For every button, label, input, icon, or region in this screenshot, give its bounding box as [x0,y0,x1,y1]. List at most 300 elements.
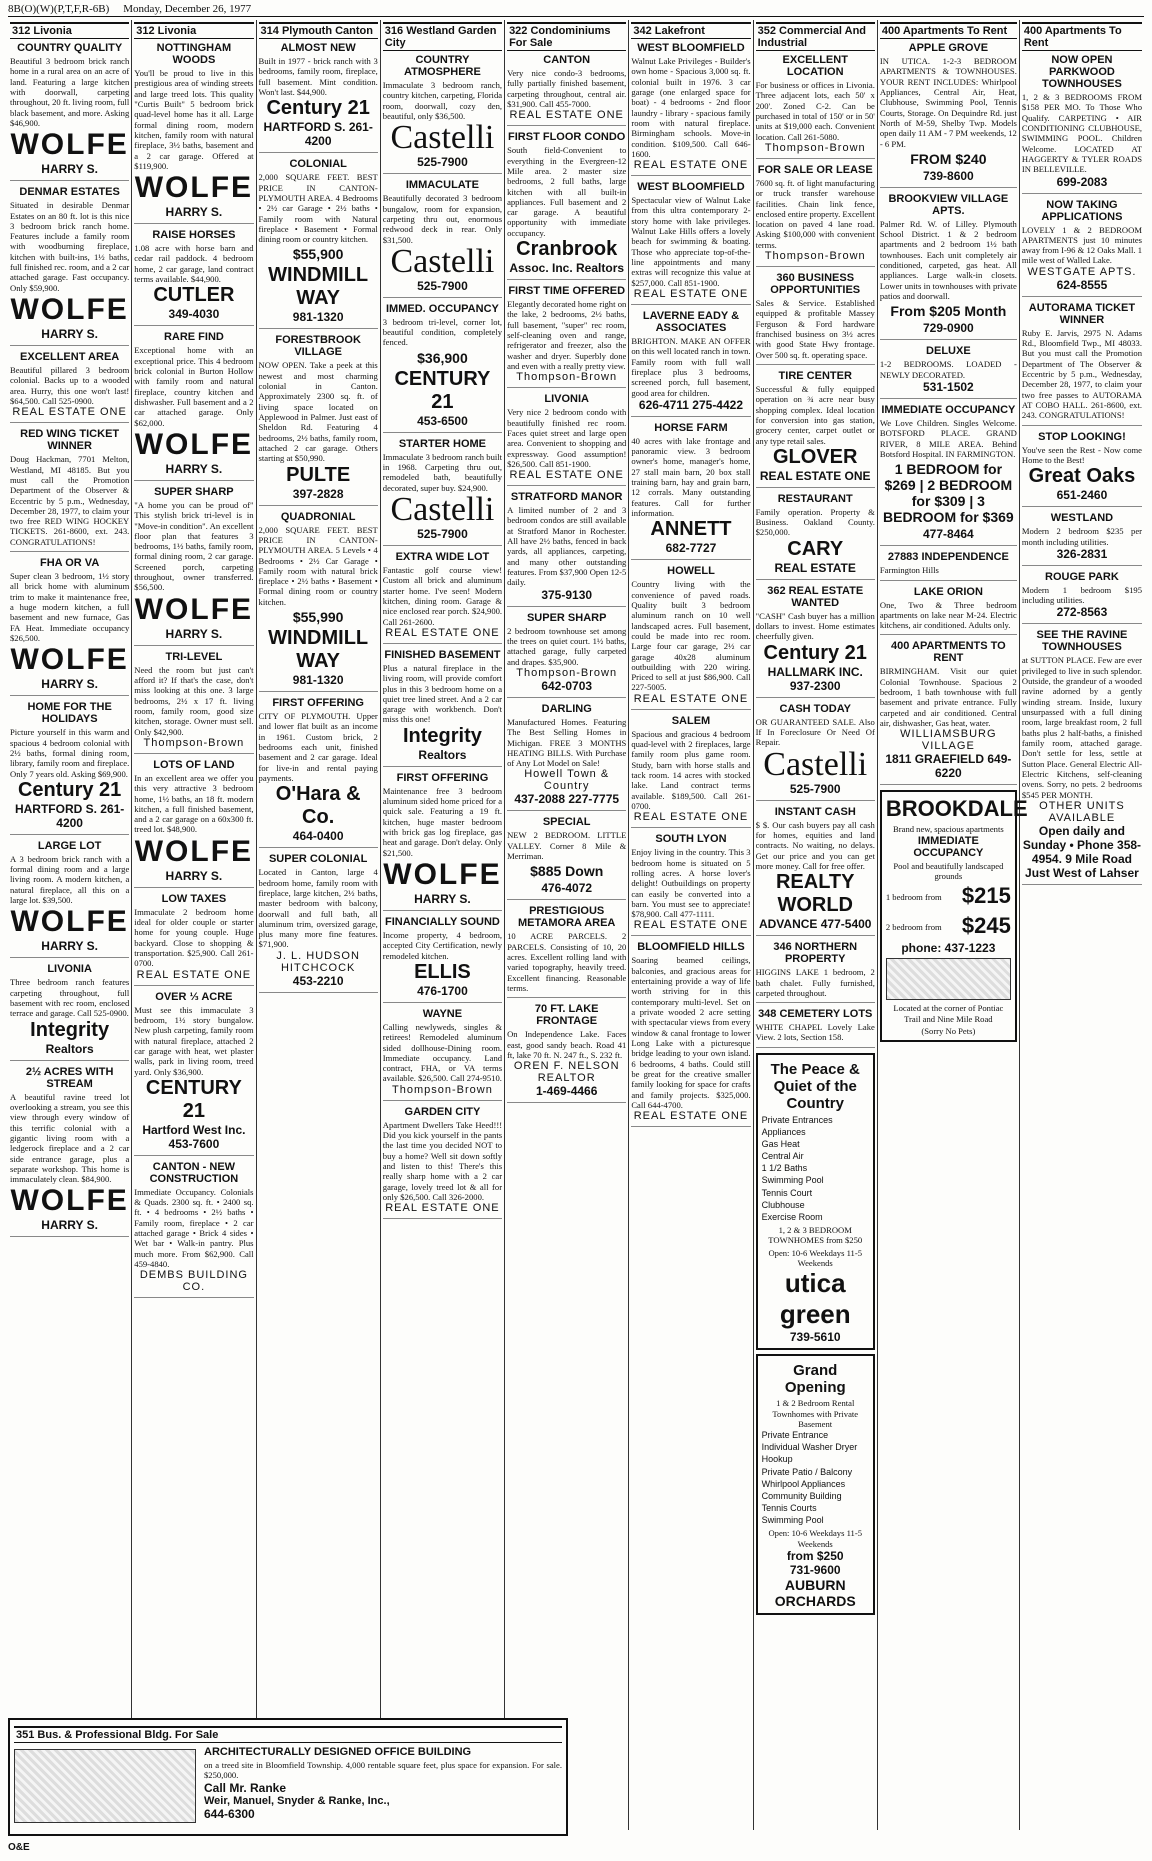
ad-body: HIGGINS LAKE 1 bedroom, 2 bath chalet. Fully furnished, carpeted throughout. [755,967,875,998]
ad-title: DARLING [541,702,592,715]
classified-ad [1022,302,1142,426]
broker-name: Century 21 [17,778,122,801]
section-header: 312 Livonia [10,22,129,39]
ad-phone: REAL ESTATE ONE [759,468,871,483]
ad-body: at SUTTON PLACE. Few are ever privileged to live in such splendor. Outside, the grandeur of a wooded ravine adorned by a gently winding stream. Inside, luxury unsurpassed with a full dining room, large breakfast room, 2 full baths plus 2 half-baths, a finished family room, attached garage. Don't settle for less, settle at Sutton Place. General Electric All-Electric Kitchens, self-cleaning ovens. Sorry, no pets. 2 bedrooms $545 PER MONTH. [1021,655,1142,800]
building-illustration [886,958,1011,1000]
broker-name: REAL ESTATE ONE [136,968,252,981]
classified-ad [383,1106,502,1220]
ad-title: 70 FT. LAKE FRONTAGE [534,1003,599,1028]
ad-title: CASH TODAY [779,702,851,715]
classified-ad [880,345,1017,399]
broker-name: REAL ESTATE ONE [633,692,749,705]
ad-title: FORESTBROOK VILLAGE [275,334,361,359]
ad-title: SUPER COLONIAL [268,853,368,866]
broker-name: O'Hara & Co. [275,783,361,829]
ad-phone: 739-8600 [923,168,974,183]
ad-price: $55,900 [292,246,344,263]
ad-body: You'll be proud to live in this prestigious area of winding streets and large treed lots. This quality "Curtis Built" 5 bedroom brick quad-level home has it all. Large formal dining room, modern kitchen, family room with natural fireplace, 3½ baths, basement and a 2 car garage. Offered at $119,900. [134,68,254,171]
ad-title: ARCHITECTURALLY DESIGNED OFFICE BUILDING [204,1746,472,1758]
column-c2 [132,20,256,1830]
classified-ad [10,840,129,959]
ad-body: Immaculate 3 bedroom ranch, country kitchen, carpeting, Florida room, doorwall, cozy den, beautiful, only $36,500. [382,80,503,121]
ad-title: 400 APARTMENTS TO RENT [891,640,1006,665]
broker-name: REAL ESTATE ONE [633,287,749,300]
ad-title: DENMAR ESTATES [19,186,120,199]
broker-name: J. L. HUDSON HITCHCOCK [276,949,360,974]
ad-title: SEE THE RAVINE TOWNHOUSES [1036,629,1128,654]
classified-ad [631,715,750,829]
ad-title: TRI-LEVEL [165,650,223,663]
ad-title: EXTRA WIDE LOT [395,551,490,563]
ad-phone: 1811 GRAEFIELD 649-6220 [885,752,1012,781]
feature-item: Whirlpool Appliances [761,1478,846,1489]
ad-phone: 476-4072 [541,881,593,896]
ad-body: You've seen the Rest - Now come Home to the Best! [1021,444,1142,465]
classified-ad [10,186,129,346]
ad-phone: HARRY S. [41,162,98,177]
tagline: Brand new, spacious apartments [893,824,1004,835]
classified-ad [631,941,750,1127]
headline: The Peace & Quiet of the Country [770,1060,860,1112]
classified-ad [1022,512,1142,566]
classified-ad [10,1066,129,1238]
classified-ad [756,54,875,159]
occupancy: IMMEDIATE OCCUPANCY [913,834,984,859]
broker-name: CENTURY 21 [145,1076,242,1122]
ad-phone: HALLMARK INC. 937-2300 [767,664,863,693]
phone: phone: 437-1223 [901,941,996,956]
ad-body: Immediate Occupancy. Colonials & Quads. 2300 sq. ft. • 2400 sq. ft. • 4 bedrooms • 2½ baths • Family room, fireplace • 2 car attached garage • Brick 4 sides • Wet bar • Walk-in pantry. Plus much more. From $62,900. Call 459-4840. [134,1186,254,1269]
ad-body: 40 acres with lake frontage and panoramic view. 3 bedroom owner's home, manager's home, 27 stall main barn, 20 box stall training barn, hay and grain barn, 12 corrals. Many outstanding features. Call for further information. [631,435,751,518]
one-bed-price: $215 [961,883,1011,909]
ad-title: FIRST TIME OFFERED [508,285,626,298]
ad-title: LIVONIA [544,393,589,406]
broker-name: ELLIS [414,960,471,983]
ad-phone: 531-1502 [923,379,974,394]
two-bed-label: 2 bedroom from [885,922,942,933]
feature-item: Private Patio / Balcony [761,1466,853,1477]
broker-name: REAL ESTATE ONE [633,811,749,824]
ad-phone: 642-0703 [541,678,593,693]
ad-phone: HARRY S. [41,939,98,954]
ad-title: FIRST OFFERING [272,697,364,710]
ad-phone: 477-8464 [923,527,974,542]
broker-name: WOLFE [10,905,129,939]
ad-title: COUNTRY ATMOSPHERE [404,54,481,78]
column-c7 [754,20,878,1830]
classified-ad [756,703,875,801]
ad-title: 346 NORTHERN PROPERTY [773,941,858,966]
feature-item: Swimming Pool [761,1515,824,1526]
ad-body: Immaculate 3 bedroom ranch built in 1968. Carpeting thru out, remodeled bath, beautifully decorated, super buy. $24,900. [382,451,503,493]
ad-body: 10 ACRE PARCELS. 2 PARCELS. Consisting of 10, 20 acres. Excellent rolling land with varied topography, heavily treed. Excellent financing. Reasonable terms. [507,931,627,993]
classified-ad [259,697,378,848]
ad-title: RAISE HORSES [152,229,236,242]
one-bed-label: 1 bedroom from [885,892,942,903]
broker-name: REAL ESTATE ONE [633,159,749,172]
ad-body: Fantastic golf course view! Custom all brick and aluminum starter home. I've seen! Modern kitchen, dining room. Garage & nice enclosed rear porch. $24,900. Call 261-2600. [382,565,503,627]
classified-ad [134,991,253,1156]
column-c4 [381,20,505,1830]
ad-price: $885 Down [530,863,604,880]
ad-title: 362 REAL ESTATE WANTED [767,584,864,609]
ad-title: WEST BLOOMFIELD [637,42,745,54]
ad-title: TIRE CENTER [778,369,852,382]
ad-title: AUTORAMA TICKET WINNER [1028,301,1136,326]
ad-title: CANTON - NEW CONSTRUCTION [149,1160,239,1185]
ad-title: DELUXE [926,345,971,358]
ad-title: HOME FOR THE HOLIDAYS [27,701,112,726]
ad-body: Built in 1977 - brick ranch with 3 bedrooms, family room, fireplace, full basement. Mint condition. Won't last. $44,900. [258,56,378,97]
ad-title: ROUGE PARK [1045,570,1119,583]
ad-body: 1, 2 & 3 BEDROOMS FROM $158 PER MO. To Those Who Qualify. CARPETING • AIR CONDITIONING CLUBHOUSE, SWIMMING POOL. Children Welcome. LOCATED AT HAGGERTY & TYLER ROADS IN BELLEVILLE. [1021,92,1142,175]
classified-ad [507,816,626,900]
building-photo [14,1749,196,1823]
ad-title: STARTER HOME [398,437,487,450]
feature-item: Tennis Court [761,1187,813,1198]
classified-ad [1022,199,1142,297]
section-header: 316 Westland Garden City [383,22,502,51]
classified-ad [1022,571,1142,625]
ad-body: Situated in desirable Denmar Estates on an 80 ft. lot is this nice 3 bedroom brick ranch home. Features include a family room with woodburning fireplace, kitchen with built-ins, 1½ baths, full finished rec. room, and a 2 car attached garage. Fast occupancy. Only $59,900. [10,200,130,293]
ad-body: "CASH" Cash buyer has a million dollars to invest. Home estimates cheerfully given. [755,610,875,642]
ad-body: Farmington Hills [879,565,939,576]
classified-ad [383,438,502,546]
ad-body: 2,000 SQUARE FEET. BEST PRICE IN CANTON-PLYMOUTH AREA. 4 Bedrooms • 2½ car Garage • 2½ baths • Family room with Natural fireplace • Basement • Formal dining room or country kitchen. [258,172,378,245]
classified-ad [507,491,626,607]
ad-title: FOR SALE OR LEASE [757,163,873,176]
broker-name: Castelli [390,119,495,157]
column-c1 [8,20,132,1830]
broker-name: WILLIAMSBURG VILLAGE [900,728,997,753]
classified-ad [10,557,129,696]
ad-body: For business or offices in Livonia. Three adjacent lots, each 50' x 200'. Zoned C-2. Can be purchased in total of 150' or in 50' units at $19,000 each. Convenient location. Call 261-5080. [755,80,875,142]
ad-title: STOP LOOKING! [1038,430,1126,443]
classified-ad [507,905,626,998]
ad-phone: 981-1320 [292,310,344,325]
ad-body: NEW 2 BEDROOM. LITTLE VALLEY. Corner 8 Mile & Merriman. [507,830,627,862]
classified-ad [756,1008,875,1048]
ad-title: LARGE LOT [37,839,102,852]
ad-body: Income property, 4 bedroom, accepted City Certification, newly remodeled kitchen. [382,929,503,961]
classified-ad [134,229,253,326]
subtitle: 1 & 2 Bedroom Rental Townhomes with Private Basement [772,1398,859,1429]
broker-name: REAL ESTATE ONE [633,919,749,932]
feature-item: Gas Heat [761,1139,800,1150]
open-hours: Open: 10-6 Weekdays 11-5 Weekends [768,1247,863,1268]
no-pets: (Sorry No Pets) [921,1025,976,1036]
ad-body: A 3 bedroom brick ranch with a formal dining room and a large living room. A modern kitchen, a natural fireplace, all this on a large lot. $39,500. [10,853,130,906]
ad-title: SUPER SHARP [154,485,234,498]
broker-name: DEMBS BUILDING CO. [139,1269,248,1294]
broker-name: WOLFE [134,427,254,461]
feature-item: Community Building [761,1490,842,1501]
broker-name: REALTY WORLD [775,871,855,917]
broker-name: Integrity [402,724,482,747]
broker-name: WINDMILL WAY [268,627,369,673]
ad-body: Spectacular view of Walnut Lake from this ultra contemporary 2-story home with lake privileges. Walnut Lake Hills offers a lovely beach for swimming & boating. Those who appreciate top-of-the-line appointments and many extras will recognize this value at $257,000. Call 851-1900. [631,195,751,288]
classified-ad [507,703,626,812]
ad-title: EXCELLENT LOCATION [782,54,848,78]
ad-title: SOUTH LYON [655,833,727,846]
ad-phone: HARRY S. [165,868,223,883]
ad-title: 360 BUSINESS OPPORTUNITIES [770,272,861,297]
classified-ad [383,772,502,911]
ad-body: Plus a natural fireplace in the living room, will provide comfort plus in this 3 bedroom home on a quiet tree lined street. And a 2 car garage with workbench. Don't miss this one! [382,662,503,725]
feature-item: Appliances [761,1126,806,1137]
ad-body: Soaring beamed ceilings, balconies, and gracious areas for entertaining provide a way of life worth striving for in this contemporary multi-level. Set on a private wooded 2 acre setting with spectacular views from every window & canal frontage to lower Long Lake with a picturesque bridge leading to your own island. 6 bedrooms, 4 baths. Could still be great for the creative smaller family looking for space for crafts and family projects. $325,000. Call 644-4700. [631,955,751,1110]
ad-body: Modern 2 bedroom $235 per month including utilities. [1021,526,1142,547]
ad-title: EXCELLENT AREA [20,351,120,363]
feature-item: Tennis Courts [761,1503,817,1514]
classified-ad [383,916,502,1003]
ad-title: APPLE GROVE [908,42,989,54]
ad-price: From $205 Month [890,303,1007,320]
broker-name: REAL ESTATE ONE [385,626,500,639]
ad-phone: HARRY S. [165,626,223,641]
classified-ad [259,853,378,993]
ad-phone: 437-2088 227-7775 [514,792,620,807]
ad-phone: HARRY S. [41,327,98,341]
ad-body: One, Two & Three bedroom apartments on lake near M-24. Electric kitchens, air conditioned. Adults only. [879,599,1017,631]
column-c8 [878,20,1028,1830]
ad-body: Family operation. Property & Business. Oakland County. $250,000. [755,506,875,538]
ad-phone: 525-7900 [417,155,468,170]
classified-ad [756,806,875,937]
broker-name: WOLFE [134,592,254,626]
ad-body: 2,000 SQUARE FEET. BEST PRICE IN CANTON-PLYMOUTH AREA. 5 Levels • 4 Bedrooms • 2½ Car Garage • Family room with natural brick fireplace • 2½ baths • Basement • Formal dining room or country kitchen. [258,524,378,607]
ad-phone: 699-2083 [1056,174,1108,189]
firm-name: Weir, Manuel, Snyder & Ranke, Inc., [204,1794,390,1807]
utica-green-ad [756,1053,875,1351]
classified-ad [383,1008,502,1101]
brand-name: AUBURN ORCHARDS [774,1576,856,1609]
ad-body: Must see this immaculate 3 bedroom, 1½ story bungalow. New plush carpeting, family room with natural fireplace, attached 2 car garage with heat, wet plaster walls, park in living room, treed yard. Only $36,900. [134,1004,254,1077]
classified-ad [10,42,129,181]
broker-name: WOLFE [10,1184,129,1218]
ad-body: Picture yourself in this warm and spacious 4 bedroom colonial with 2½ baths, formal dining room, library, family room and fireplace. Only 7 years old. Asking $69,900. [10,727,130,779]
ad-body: Three bedroom ranch features carpeting throughout, full basement with rec room, enclosed terrace and garage. Call 525-0900. [10,977,130,1019]
broker-name: OREN F. NELSON REALTOR [513,1060,620,1085]
ad-phone: 397-2828 [292,486,344,501]
broker-name: Cranbrook [516,238,618,261]
broker-name: REAL ESTATE ONE [385,1202,500,1215]
ad-body: Modern 1 bedroom $195 including utilities. [1021,584,1142,606]
footer-tag: O&E [8,1842,30,1853]
ad-title: FHA OR VA [39,557,100,570]
ad-body: NOW OPEN. Take a peek at this newest and most charming colonial in Canton. Approximately 2300 sq. ft. of living space located on Applewood in Palmer. Just east of Sheldon Rd. Featuring 4 bedrooms, 2½ baths, family room, attached 2 car garage. Others starting at $50,990. [258,360,378,464]
ad-title: RESTAURANT [777,492,853,505]
ad-title: 348 CEMETERY LOTS [758,1008,873,1021]
ad-title: LAVERNE EADY & ASSOCIATES [642,309,740,334]
section-header: 314 Plymouth Canton [259,22,378,39]
classified-ad [10,963,129,1060]
ad-title: 2½ ACRES WITH STREAM [25,1065,114,1090]
classified-ad [10,701,129,835]
ad-phone: Open daily and Sunday • Phone 358-4954. 9 Mile Road Just West of Lahser [1022,823,1142,880]
classified-ad [507,1003,626,1103]
ad-phone: 1-469-4466 [536,1084,598,1099]
ad-title: NOW OPEN PARKWOOD TOWNHOUSES [1042,54,1122,90]
broker-name: GLOVER [773,445,858,468]
brand-name: utica green [779,1268,851,1330]
ad-title: QUADRONIAL [280,510,356,523]
ad-body: Palmer Rd. W. of Lilley. Plymouth School District. 1 & 2 bedroom apartments and 2 bedroom 1½ bath townhouses. Each unit completely air conditioned, carpeted, gas heat. All appliances. Large walk-in closets. Lower units in townhouses with private patios and doorwall. [879,218,1017,301]
ad-body: Sales & Service. Established equipped & profitable Massey Ferguson & Ford hardware franchised business on 3½ acres with good State Hwy frontage. Over 500 sq. ft. operating space. [755,298,875,360]
broker-name: Thompson-Brown [143,736,245,749]
classified-ad [631,310,750,417]
ad-body: In an excellent area we offer you this very attractive 3 bedroom home, 1½ baths, an 18 ft. modern kitchen, a full finished basement, and a 2 car garage on a 60x300 ft. treed lot. $48,900. [134,772,254,835]
ad-phone: HARRY S. [414,891,471,906]
broker-name: WOLFE [134,171,254,205]
ad-title: PRESTIGIOUS METAMORA AREA [518,905,616,930]
ad-title: 27883 INDEPENDENCE [887,551,1009,564]
ad-body: Need the room but just can't afford it? If that's the case, don't miss looking at this one. 3 large bedrooms, 2½ x 17 ft. living room, family room, good size kitchen, storage. Owner must sell. Only $42,900. [134,664,254,737]
broker-name: CENTURY 21 [394,367,491,413]
banner: Grand Opening [784,1362,846,1397]
ad-phone: 326-2831 [1056,546,1108,561]
ad-body: Walnut Lake Privileges - Builder's own home - Spacious 3,000 sq. ft. colonial built in 1976. 3 car garage (one enlarged space for boat) - 4 bedrooms - 2nd floor laundry - library - spacious family room with natural fireplace. Birmingham schools. Move-in condition. $109,500. Call 646-1600. [631,56,751,159]
ad-body: 3 bedroom tri-level, corner lot, beautiful condition, completely fenced. [382,316,503,348]
ad-body: Beautifully decorated 3 bedroom bungalow, room for expansion, carpeting thru out, enormous redwood deck in rear. Only $31,500. [382,193,503,245]
feature-item: Exercise Room [761,1211,823,1222]
ad-body: "A home you can be proud of" This stylish brick tri-level is in "Move-in condition". An excellent floor plan that features 3 bedrooms, 1½ baths, family room, formal dining room, 2 car garage. Screened porch, carpeting throughout, owner transferred. $56,500. [134,499,254,593]
classified-ad [10,428,129,552]
ad-phone: HARRY S. [41,1218,98,1233]
ad-phone: HARRY S. [165,205,223,220]
classified-ad [259,158,378,329]
classified-ad [756,272,875,365]
ad-title: NOW TAKING APPLICATIONS [1041,198,1123,223]
ad-body: Elegantly decorated home right on the lake, 2 bedrooms, 2½ baths, full basement, "super" rec room, self-cleaning oven and range, refrigerator and freezer, also the washer and dryer. Superbly done and even with a really pretty view. [507,299,627,371]
ad-price: FROM $240 [910,150,987,167]
ad-title: SALEM [671,714,711,727]
ad-body: Super clean 3 bedroom, 1½ story all brick home with aluminum trim to make it maintenance free, a huge modern kitchen, a full basement and new furnace, Gas FA Heat. Immediate occupancy $26,500. [10,571,130,643]
classified-ad [880,551,1017,580]
broker-name: Century 21 [266,97,370,120]
ad-title: IMMACULATE [405,179,479,192]
ad-phone: 349-4030 [168,307,220,322]
classified-ad [134,759,253,888]
section-header: 351 Bus. & Professional Bldg. For Sale [14,1726,562,1743]
ad-body: Spacious and gracious 4 bedroom quad-level with 2 fireplaces, large family room plus game room. Study, barn with horse stalls and tack room. 14 acres with stocked lake. Land contract terms available. $189,500. Call 261-0700. [631,728,751,811]
broker-name: Thompson-Brown [516,371,618,384]
broker-name: Castelli [390,491,495,528]
ad-body: Enjoy living in the country. This 3 bedroom home is situated on 5 rolling acres. A horse lover's delight! Outbuildings on property can easily be converted into a barn. You must see to appreciate! $78,900. Call 477-1111. [631,847,751,920]
open-hours: Open: 10-6 Weekdays 11-5 Weekends [768,1528,863,1549]
ad-body: WHITE CHAPEL Lovely Lake View. 2 lots, Section 158. [755,1022,875,1043]
ad-title: WAYNE [422,1007,463,1020]
section-header: 400 Apartments To Rent [880,22,1017,39]
feature-list [762,1114,869,1223]
classified-ad [631,422,750,561]
feature-item: Private Entrances [761,1114,833,1125]
broker-name: OTHER UNITS AVAILABLE [1039,799,1125,824]
ad-phone: 682-7727 [665,541,717,556]
broker-name: Integrity [30,1018,110,1041]
ad-body: on a treed site in Bloomfield Township. 4,000 rentable square feet, plus space for expansion. For sale. $250,000. [204,1760,562,1781]
ad-phone: ADVANCE 477-5400 [758,917,872,932]
ad-body: On Independence Lake. Faces east, good sandy beach. Road 41 ft, lake 70 ft. N. 247 ft., S. 232 ft. [507,1029,627,1060]
classified-ad [880,193,1017,341]
ad-phone: Hartford West Inc. 453-7600 [142,1122,246,1151]
classified-ad [134,651,253,754]
ad-phone: 525-7900 [417,527,468,541]
ad-body: Maintenance free 3 bedroom aluminum sided home priced for a quick sale. Featuring a 19 ft. kitchen, huge master bedroom with brick gas log fireplace, gas heat and garage. Don't delay. Only $21,500. [382,785,503,858]
ad-title: COLONIAL [289,158,347,171]
classified-ad [507,612,626,698]
ad-title: BLOOMFIELD HILLS [637,941,745,954]
ad-phone: 272-8563 [1056,605,1108,620]
ad-price: $55,990 [292,609,344,626]
classified-ad [134,486,253,646]
ad-title: SPECIAL [542,816,591,829]
broker-name: WOLFE [134,834,254,868]
broker-name: Castelli [390,242,495,280]
broker-name: WINDMILL WAY [268,264,369,310]
ad-body: Very nice 2 bedroom condo with beautifully finished rec room. Faces quiet street and large open area. Convenient to shopping and expressway. Good assumption! $26,500. Call 851-1900. [507,407,627,469]
ad-phone: 375-9130 [541,587,593,602]
column-c5 [505,20,629,1830]
ad-phone: 464-0400 [292,829,344,844]
ad-body: BRIGHTON. MAKE AN OFFER on this well located ranch in town. Family room with full wall fireplace plus 3 bedrooms, screened porch, full basement, good area for children. [631,335,751,398]
brand-name: BROOKDALE [885,796,1028,822]
classified-ad [134,42,253,224]
classified-ad [134,331,253,481]
ad-phone: HARRY S. [41,677,98,692]
ad-title: LIVONIA [47,963,92,976]
ad-body: 2 bedroom townhouse set among the trees on quiet court. 1½ baths, attached garage, fully carpeted and drapes. $35,900. [507,625,627,667]
classified-ad [631,42,750,176]
ad-phone: 476-1700 [417,983,468,998]
broker-name: WESTGATE APTS. [1027,265,1137,278]
ad-body: A beautiful ravine treed lot overlooking a stream, you see this view through every window of this terrific colonial with a gigantic living room with a ledgerock fireplace and a 2 car side entrance garage, plus a separate workshop. This home is immaculately clean. $84,900. [10,1091,130,1185]
broker-name: ANNETT [650,518,732,541]
ad-title: OVER ⅓ ACRE [155,990,233,1003]
ad-phone: Assoc. Inc. Realtors [509,261,625,276]
broker-name: REAL ESTATE ONE [633,1110,749,1123]
ad-body: A limited number of 2 and 3 bedroom condos are still available at Stratford Manor in Rochester. All have 2½ baths, fenced in back yards, all appliances, carpeting, and many other outstanding features. From $37,900 Open 12-5 daily. [507,505,627,588]
broker-name: CARY [787,537,844,560]
broker-name: REAL ESTATE ONE [12,406,127,419]
ad-title: LOTS OF LAND [153,758,235,771]
classified-ad [10,351,129,423]
feature-item: 1 1/2 Baths [761,1163,808,1174]
classified-ad [259,511,378,693]
ad-title: HORSE FARM [654,421,728,434]
ad-body: 1-2 BEDROOMS. LOADED - NEWLY DECORATED. [879,359,1017,380]
feature-item: Swimming Pool [761,1175,824,1186]
ad-title: RARE FIND [163,331,224,344]
ad-phone: 729-0900 [923,321,974,336]
ad-body: Immaculate 2 bedroom home ideal for older couple or starter home for young couple. Huge backyard. Close to shopping & transportation. $25,900. Call 261-0700. [134,906,254,969]
ad-title: IMMEDIATE OCCUPANCY [881,403,1016,416]
classified-ad [1022,629,1142,884]
classified-ad [756,164,875,267]
ad-phone: 981-1320 [292,673,344,688]
ad-phone: HARTFORD S. 261-4200 [14,801,125,830]
broker-name: WOLFE [383,857,502,891]
ad-body: Manufactured Homes. Featuring The Best Selling Homes in Michigan. FREE 3 MONTHS HEATING BILLS. With Purchase of Any Lot Model on Sale! [507,716,627,769]
classified-ad [756,493,875,580]
ad-phone: Realtors [45,1041,94,1056]
classified-ad [134,1161,253,1299]
brookdale-ad [880,790,1028,1042]
broker-name: WOLFE [10,128,129,162]
broker-name: WOLFE [10,293,129,326]
ad-body: Doug Hackman, 7701 Melton, Westland, MI 48185. But you must call the Promotion Department of the Observer & Eccentric by 5 p.m., Wednesday, December 28, 1977, to claim your two free RED WING HOCKEY TICKETS. 261-8600, ext. 243. CONGRATULATIONS! [10,454,130,547]
